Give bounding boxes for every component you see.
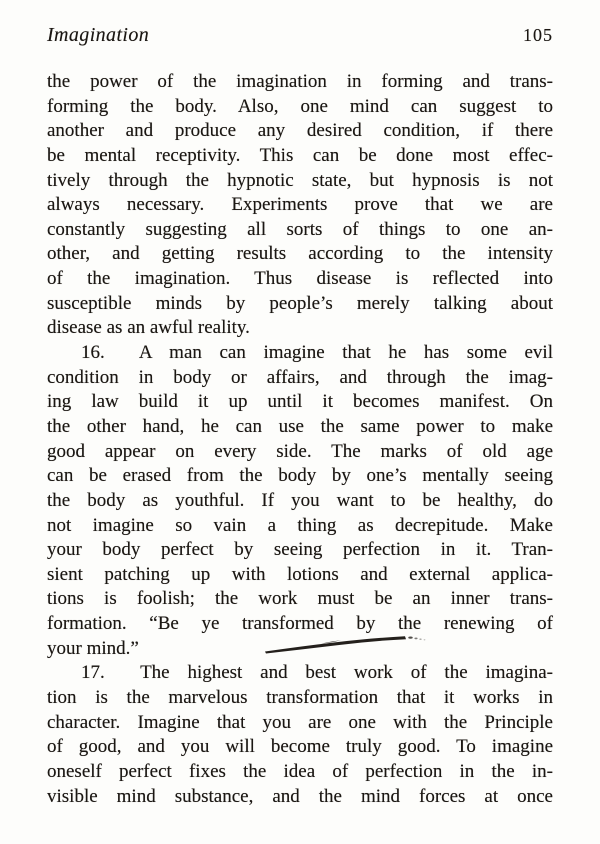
text-line: ing law build it up until it becomes manifest. On bbox=[47, 391, 553, 413]
text-line: the body as youthful. If you want to be healthy, do bbox=[47, 489, 553, 511]
text-line: of the imagination. Thus disease is reflected into bbox=[47, 268, 553, 290]
page-number: 105 bbox=[523, 25, 553, 45]
text-line: another and produce any desired condition, if there bbox=[47, 120, 553, 142]
text-line: forming the body. Also, one mind can suggest to bbox=[47, 95, 553, 117]
text-body bbox=[47, 70, 553, 809]
text-line: good appear on every side. The marks of old age bbox=[47, 440, 553, 462]
text-line: always necessary. Experiments prove that we are bbox=[47, 194, 553, 216]
text-line: tions is foolish; the work must be an inner trans- bbox=[47, 588, 553, 610]
text-line: susceptible minds by people’s merely talking about bbox=[47, 292, 553, 314]
text-line-paragraph-17-start: 17. The highest and best work of the imagina- bbox=[81, 662, 553, 684]
text-line: not imagine so vain a thing as decrepitude. Make bbox=[47, 514, 553, 536]
text-line: oneself perfect fixes the idea of perfection in the in- bbox=[47, 760, 553, 782]
text-line: the other hand, he can use the same power to make bbox=[47, 415, 553, 437]
text-line: your mind.” bbox=[47, 637, 139, 659]
text-line: of good, and you will become truly good. To imagine bbox=[47, 736, 553, 758]
text-line: visible mind substance, and the mind forces at once bbox=[47, 785, 553, 807]
text-line: tively through the hypnotic state, but hypnosis is not bbox=[47, 169, 553, 191]
text-line: sient patching up with lotions and external applica- bbox=[47, 563, 553, 585]
text-line: be mental receptivity. This can be done most effec- bbox=[47, 144, 553, 166]
text-line: your body perfect by seeing perfection in it. Tran- bbox=[47, 539, 553, 561]
text-line-with-annotation: formation. “Be ye transformed by the renewing of bbox=[47, 613, 553, 635]
text-line: constantly suggesting all sorts of things to one an- bbox=[47, 218, 553, 240]
text-line: tion is the marvelous transformation that it works in bbox=[47, 687, 553, 709]
text-line: disease as an awful reality. bbox=[47, 317, 250, 339]
text-line: character. Imagine that you are one with the Principle bbox=[47, 711, 553, 733]
text-line: other, and getting results according to the intensity bbox=[47, 243, 553, 265]
text-line: the power of the imagination in forming and trans- bbox=[47, 71, 553, 92]
text-line-paragraph-16-start: 16. A man can imagine that he has some evil bbox=[81, 342, 553, 364]
running-title: Imagination bbox=[47, 24, 150, 46]
text-line: can be erased from the body by one’s mentally seeing bbox=[47, 465, 553, 487]
text-line: condition in body or affairs, and through the imag- bbox=[47, 366, 553, 388]
running-header bbox=[47, 24, 553, 50]
